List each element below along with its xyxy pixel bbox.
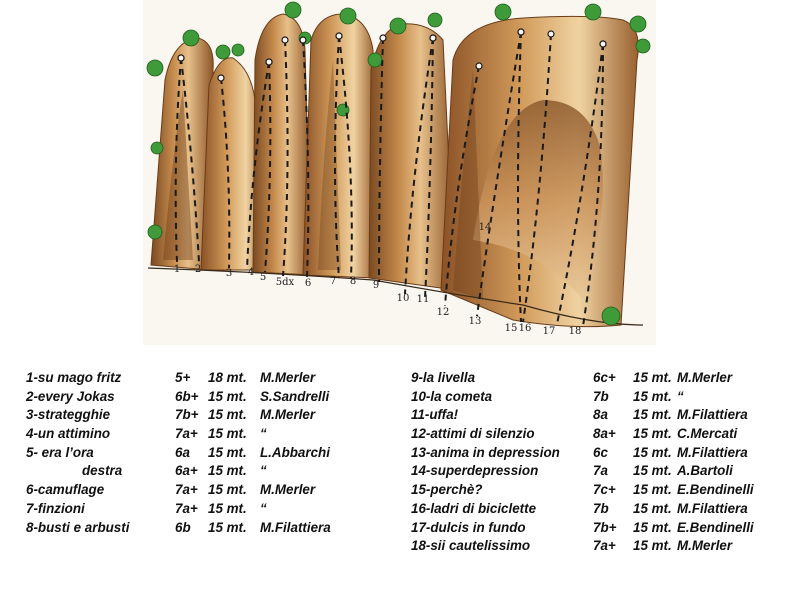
route-author: “: [677, 388, 684, 404]
route-start-number: 5dx: [275, 277, 295, 288]
route-legend-row: [411, 462, 791, 481]
route-legend-row: [26, 444, 396, 463]
route-start-number: 9: [372, 280, 380, 291]
rock-pillar-3: [253, 14, 311, 275]
route-legend-row: [26, 481, 396, 500]
route-name: 1-su mago fritz: [26, 370, 122, 385]
route-start-number: 17: [542, 326, 556, 337]
route-anchor: [336, 33, 342, 39]
route-name: 12-attimi di silenzio: [411, 426, 535, 442]
route-legend-row: [411, 444, 791, 463]
crag-topo-svg: [143, 0, 656, 345]
route-author: “: [260, 426, 267, 442]
route-length: 15 mt.: [208, 519, 247, 535]
route-legend-row: [411, 425, 791, 444]
route-length: 15 mt.: [208, 444, 247, 460]
route-author: M.Merler: [677, 538, 733, 554]
route-grade: 7b+: [593, 519, 617, 535]
route-mid-number: 14: [478, 222, 492, 233]
route-grade: 6b+: [175, 388, 199, 404]
route-anchor: [218, 75, 224, 81]
route-author: M.Filattiera: [677, 407, 748, 423]
route-start-number: 7: [329, 276, 337, 287]
route-start-number: 13: [468, 316, 482, 327]
route-start-number: 8: [349, 276, 357, 287]
route-anchor: [380, 35, 386, 41]
route-author: C.Mercati: [677, 426, 738, 442]
route-legend-row: [26, 519, 396, 538]
route-legend-right: [411, 369, 791, 556]
route-legend-row: [26, 406, 396, 425]
route-grade: 7a: [593, 463, 608, 479]
route-legend-row: [26, 425, 396, 444]
route-length: 15 mt.: [208, 482, 247, 498]
route-length: 15 mt.: [633, 519, 672, 535]
route-grade: 6a+: [175, 463, 198, 479]
route-grade: 7a+: [593, 538, 616, 554]
route-start-number: 16: [518, 323, 532, 334]
route-anchor: [600, 41, 606, 47]
route-start-number: 18: [568, 326, 582, 337]
route-legend-row: [411, 369, 791, 388]
route-author: L.Abbarchi: [260, 444, 330, 460]
route-name: 11-uffa!: [411, 407, 459, 423]
route-length: 15 mt.: [633, 538, 672, 554]
route-legend-row: [26, 462, 396, 481]
route-legend-row: [411, 519, 791, 538]
route-name: destra: [82, 463, 123, 479]
route-name: 8-busti e arbusti: [26, 519, 130, 535]
route-length: 15 mt.: [633, 500, 672, 516]
route-author: M.Filattiera: [677, 444, 748, 460]
route-length: 15 mt.: [633, 370, 672, 385]
route-start-number: 10: [396, 293, 410, 304]
route-length: 15 mt.: [208, 426, 247, 442]
route-name: 2-every Jokas: [26, 388, 115, 404]
route-start-number: 1: [173, 264, 181, 275]
route-name: 3-strategghie: [26, 407, 111, 423]
route-anchor: [300, 37, 306, 43]
route-name: 10-la cometa: [411, 388, 493, 404]
route-legend-row: [26, 500, 396, 519]
route-name: 6-camuflage: [26, 482, 105, 498]
route-author: M.Merler: [260, 482, 316, 498]
route-author: A.Bartoli: [677, 463, 733, 479]
route-start-number: 4: [247, 267, 255, 278]
route-legend-row: [26, 388, 396, 407]
route-name: 4-un attimino: [26, 426, 111, 442]
route-anchor: [548, 31, 554, 37]
route-grade: 6a: [175, 444, 190, 460]
route-legend-row: [411, 406, 791, 425]
route-start-number: 15: [504, 323, 518, 334]
route-legend-row: [411, 481, 791, 500]
route-length: 15 mt.: [633, 444, 672, 460]
route-grade: 8a+: [593, 426, 616, 442]
route-name: 9-la livella: [411, 370, 476, 385]
route-name: 5- era l’ora: [26, 444, 94, 460]
route-grade: 7a+: [175, 482, 198, 498]
route-name: 18-sii cautelissimo: [411, 538, 531, 554]
route-legend-row: [26, 369, 396, 388]
route-name: 7-finzioni: [26, 500, 85, 516]
route-legend-row: [411, 537, 791, 556]
route-legend-row: [411, 500, 791, 519]
route-legend-left: [26, 369, 396, 537]
route-author: E.Bendinelli: [677, 519, 754, 535]
route-grade: 8a: [593, 407, 608, 423]
route-anchor: [282, 37, 288, 43]
route-author: E.Bendinelli: [677, 482, 754, 498]
route-anchor: [430, 35, 436, 41]
route-length: 15 mt.: [633, 388, 672, 404]
route-anchor: [518, 29, 524, 35]
route-grade: 5+: [175, 370, 191, 385]
route-author: M.Merler: [260, 370, 316, 385]
route-length: 18 mt.: [208, 370, 247, 385]
route-start-number: 2: [194, 264, 202, 275]
route-author: M.Merler: [677, 370, 733, 385]
route-name: 14-superdepression: [411, 463, 539, 479]
route-grade: 7b+: [175, 407, 199, 423]
route-start-number: 5: [259, 272, 267, 283]
route-name: 17-dulcis in fundo: [411, 519, 526, 535]
route-legend-row: [411, 388, 791, 407]
route-author: “: [260, 463, 267, 479]
route-length: 15 mt.: [208, 500, 247, 516]
route-start-number: 12: [436, 307, 450, 318]
route-name: 13-anima in depression: [411, 444, 560, 460]
route-author: “: [260, 500, 267, 516]
route-anchor: [266, 59, 272, 65]
route-grade: 6c+: [593, 370, 616, 385]
crag-topo-drawing: [143, 0, 656, 345]
route-author: S.Sandrelli: [260, 388, 330, 404]
route-grade: 6c: [593, 444, 608, 460]
route-start-number: 3: [225, 268, 233, 279]
route-length: 15 mt.: [633, 482, 672, 498]
route-length: 15 mt.: [208, 388, 247, 404]
route-length: 15 mt.: [208, 407, 247, 423]
route-name: 16-ladri di biciclette: [411, 500, 537, 516]
route-grade: 6b: [175, 519, 191, 535]
route-author: M.Filattiera: [260, 519, 331, 535]
route-length: 15 mt.: [633, 407, 672, 423]
route-anchor: [178, 55, 184, 61]
route-start-number: 6: [304, 278, 312, 289]
route-grade: 7b: [593, 500, 609, 516]
route-name: 15-perchè?: [411, 482, 483, 498]
route-length: 15 mt.: [633, 463, 672, 479]
route-length: 15 mt.: [208, 463, 247, 479]
route-author: M.Merler: [260, 407, 316, 423]
route-grade: 7c+: [593, 482, 616, 498]
route-grade: 7a+: [175, 500, 198, 516]
route-length: 15 mt.: [633, 426, 672, 442]
route-author: M.Filattiera: [677, 500, 748, 516]
route-anchor: [476, 63, 482, 69]
route-grade: 7b: [593, 388, 609, 404]
route-start-number: 11: [416, 294, 430, 305]
route-grade: 7a+: [175, 426, 198, 442]
